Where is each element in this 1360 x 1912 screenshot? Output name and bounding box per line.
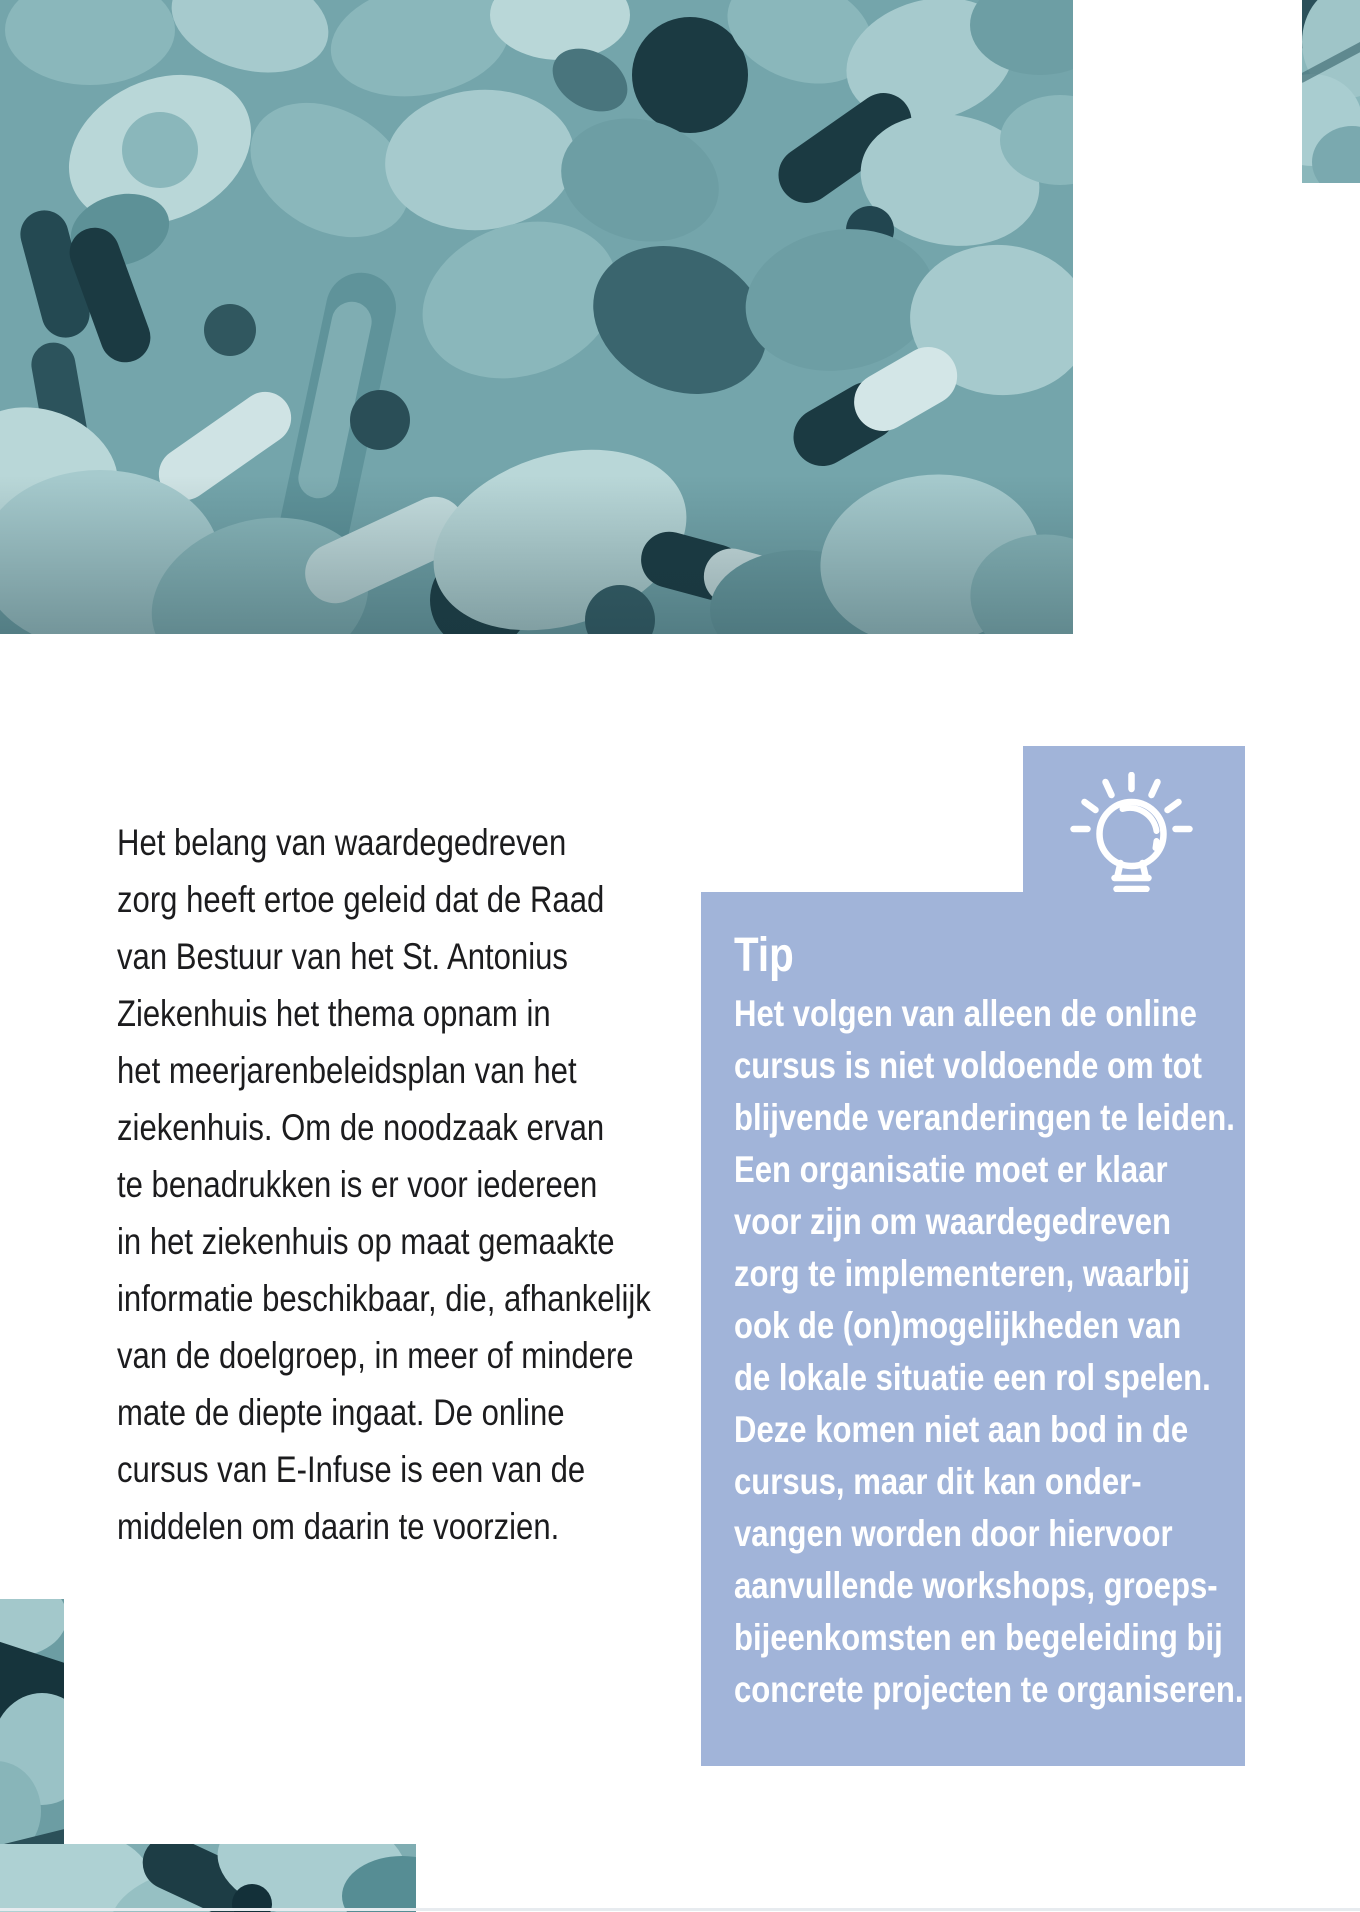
pills-bottom-art: [0, 1844, 416, 1912]
pills-photo-corner-fragment: [1302, 0, 1360, 183]
pills-photo: [0, 0, 1073, 634]
page-bottom-divider: [0, 1908, 1360, 1911]
pills-photo-bottom-fragment: [0, 1844, 416, 1912]
pills-corner-art: [1302, 0, 1360, 183]
pills-photo-art: [0, 0, 1073, 634]
tip-box: [701, 892, 1245, 1766]
intro-paragraph: Het belang van waardegedreven zorg heeft ertoe geleid dat de Raad van Bestuur van het St. Antonius Ziekenhuis het thema opnam in het meerjarenbeleidsplan van het ziekenhuis. Om de noodzaak ervan te benadrukken is er voor iedereen in het ziekenhuis op maat gemaakte informatie beschikbaar, die, afhankelijk van de doelgroep, in meer of mindere mate de diepte ingaat. De online cursus van E-Infuse is een van de middelen om daarin te voorzien.: [117, 822, 651, 1547]
tip-title: Tip: [734, 929, 794, 982]
tip-body-text: Het volgen van alleen de online cursus is niet voldoende om tot blijvende veranderingen te leiden. Een organisatie moet er klaar voor zijn om waardegedreven zorg te implementeren, waarbij ook de (on)mogelijkheden van de lokale situatie een rol spelen. Deze komen niet aan bod in de cursus, maar dit kan onder- vangen worden door hiervoor aanvullende workshops, groeps- bijeenkomsten en begeleiding bij concrete projecten te organiseren.: [734, 993, 1244, 1710]
